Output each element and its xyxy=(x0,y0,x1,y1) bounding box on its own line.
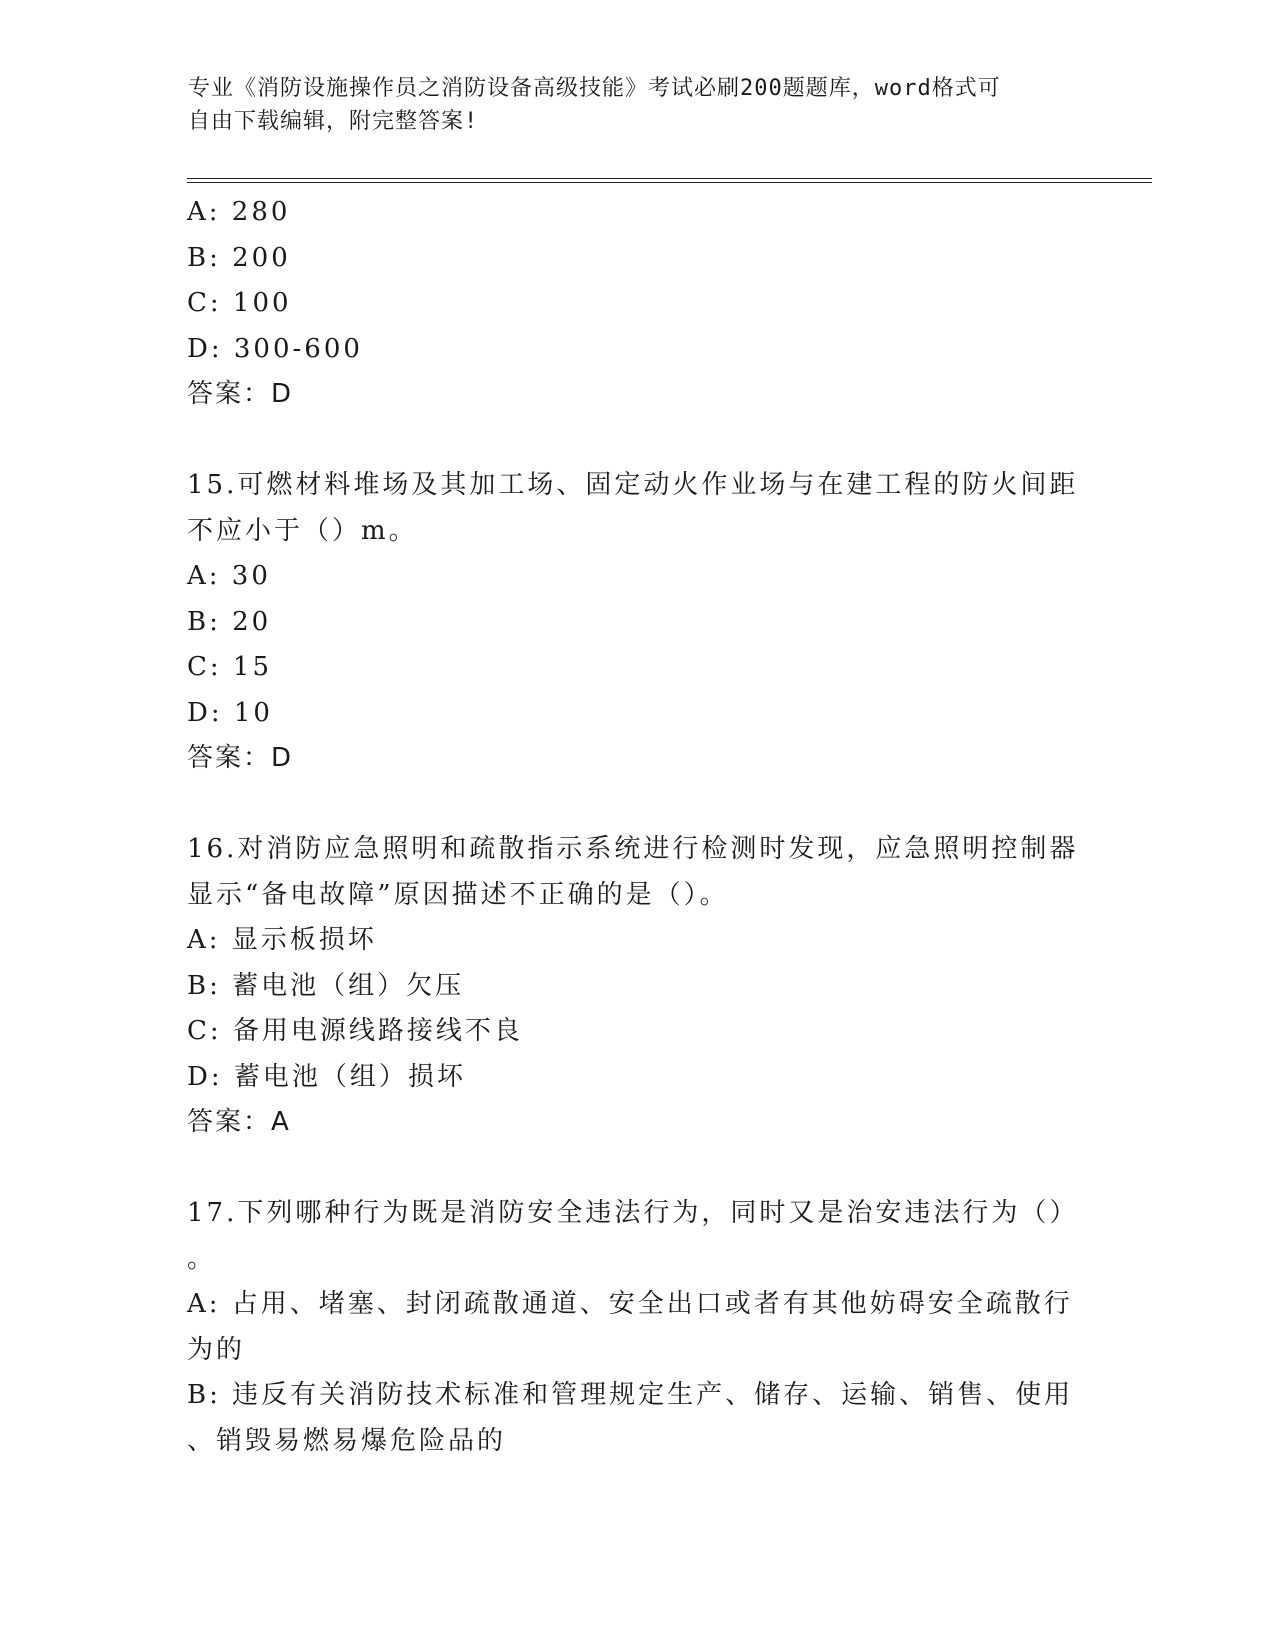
header-line-2: 自由下载编辑，附完整答案! xyxy=(188,109,479,134)
question-16 xyxy=(187,827,1087,1146)
option-a: A: 显示板损坏 xyxy=(187,925,377,955)
option-d: D: 300-600 xyxy=(187,333,363,364)
option-b: B: 违反有关消防技术标准和管理规定生产、储存、运输、销售、使用 xyxy=(187,1380,1074,1410)
header-line-1: 专业《消防设施操作员之消防设备高级技能》考试必刷200题题库，word格式可 xyxy=(188,76,1001,101)
question-content xyxy=(187,190,1087,1464)
question-stem: 16.对消防应急照明和疏散指示系统进行检测时发现，应急照明控制器 xyxy=(187,834,1079,864)
question-15 xyxy=(187,463,1087,782)
option-c: C: 备用电源线路接线不良 xyxy=(187,1016,523,1046)
question-stem-continued: 显示“备电故障”原因描述不正确的是（）。 xyxy=(187,879,729,910)
option-a: A: 30 xyxy=(187,561,271,591)
option-a: A: 280 xyxy=(187,197,291,227)
question-stem-continued: 不应小于（）m。 xyxy=(187,515,418,546)
question-14 xyxy=(187,190,1087,418)
spacer xyxy=(187,782,1087,828)
option-c: C: 15 xyxy=(187,652,273,682)
header-divider-top xyxy=(187,178,1152,179)
spacer xyxy=(187,1146,1087,1192)
option-d: D: 蓄电池（组）损坏 xyxy=(187,1061,466,1092)
option-c: C: 100 xyxy=(187,288,292,318)
answer: 答案：A xyxy=(187,1107,291,1137)
spacer xyxy=(187,418,1087,464)
option-b: B: 200 xyxy=(187,242,291,273)
document-header xyxy=(188,72,1068,138)
option-b: B: 蓄电池（组）欠压 xyxy=(187,970,465,1001)
answer: 答案：D xyxy=(187,379,294,409)
option-a-continued: 为的 xyxy=(187,1334,246,1365)
question-stem: 17.下列哪种行为既是消防安全违法行为，同时又是治安违法行为（） xyxy=(187,1198,1079,1228)
option-b-continued: 、销毁易燃易爆危险品的 xyxy=(187,1425,507,1456)
question-stem-continued: 。 xyxy=(187,1243,217,1274)
question-stem: 15.可燃材料堆场及其加工场、固定动火作业场与在建工程的防火间距 xyxy=(187,470,1079,500)
answer: 答案：D xyxy=(187,743,294,773)
option-a: A: 占用、堵塞、封闭疏散通道、安全出口或者有其他妨碍安全疏散行 xyxy=(187,1289,1073,1319)
option-b: B: 20 xyxy=(187,606,272,637)
option-d: D: 10 xyxy=(187,697,273,728)
header-divider-bottom xyxy=(187,182,1152,183)
question-17 xyxy=(187,1191,1087,1464)
